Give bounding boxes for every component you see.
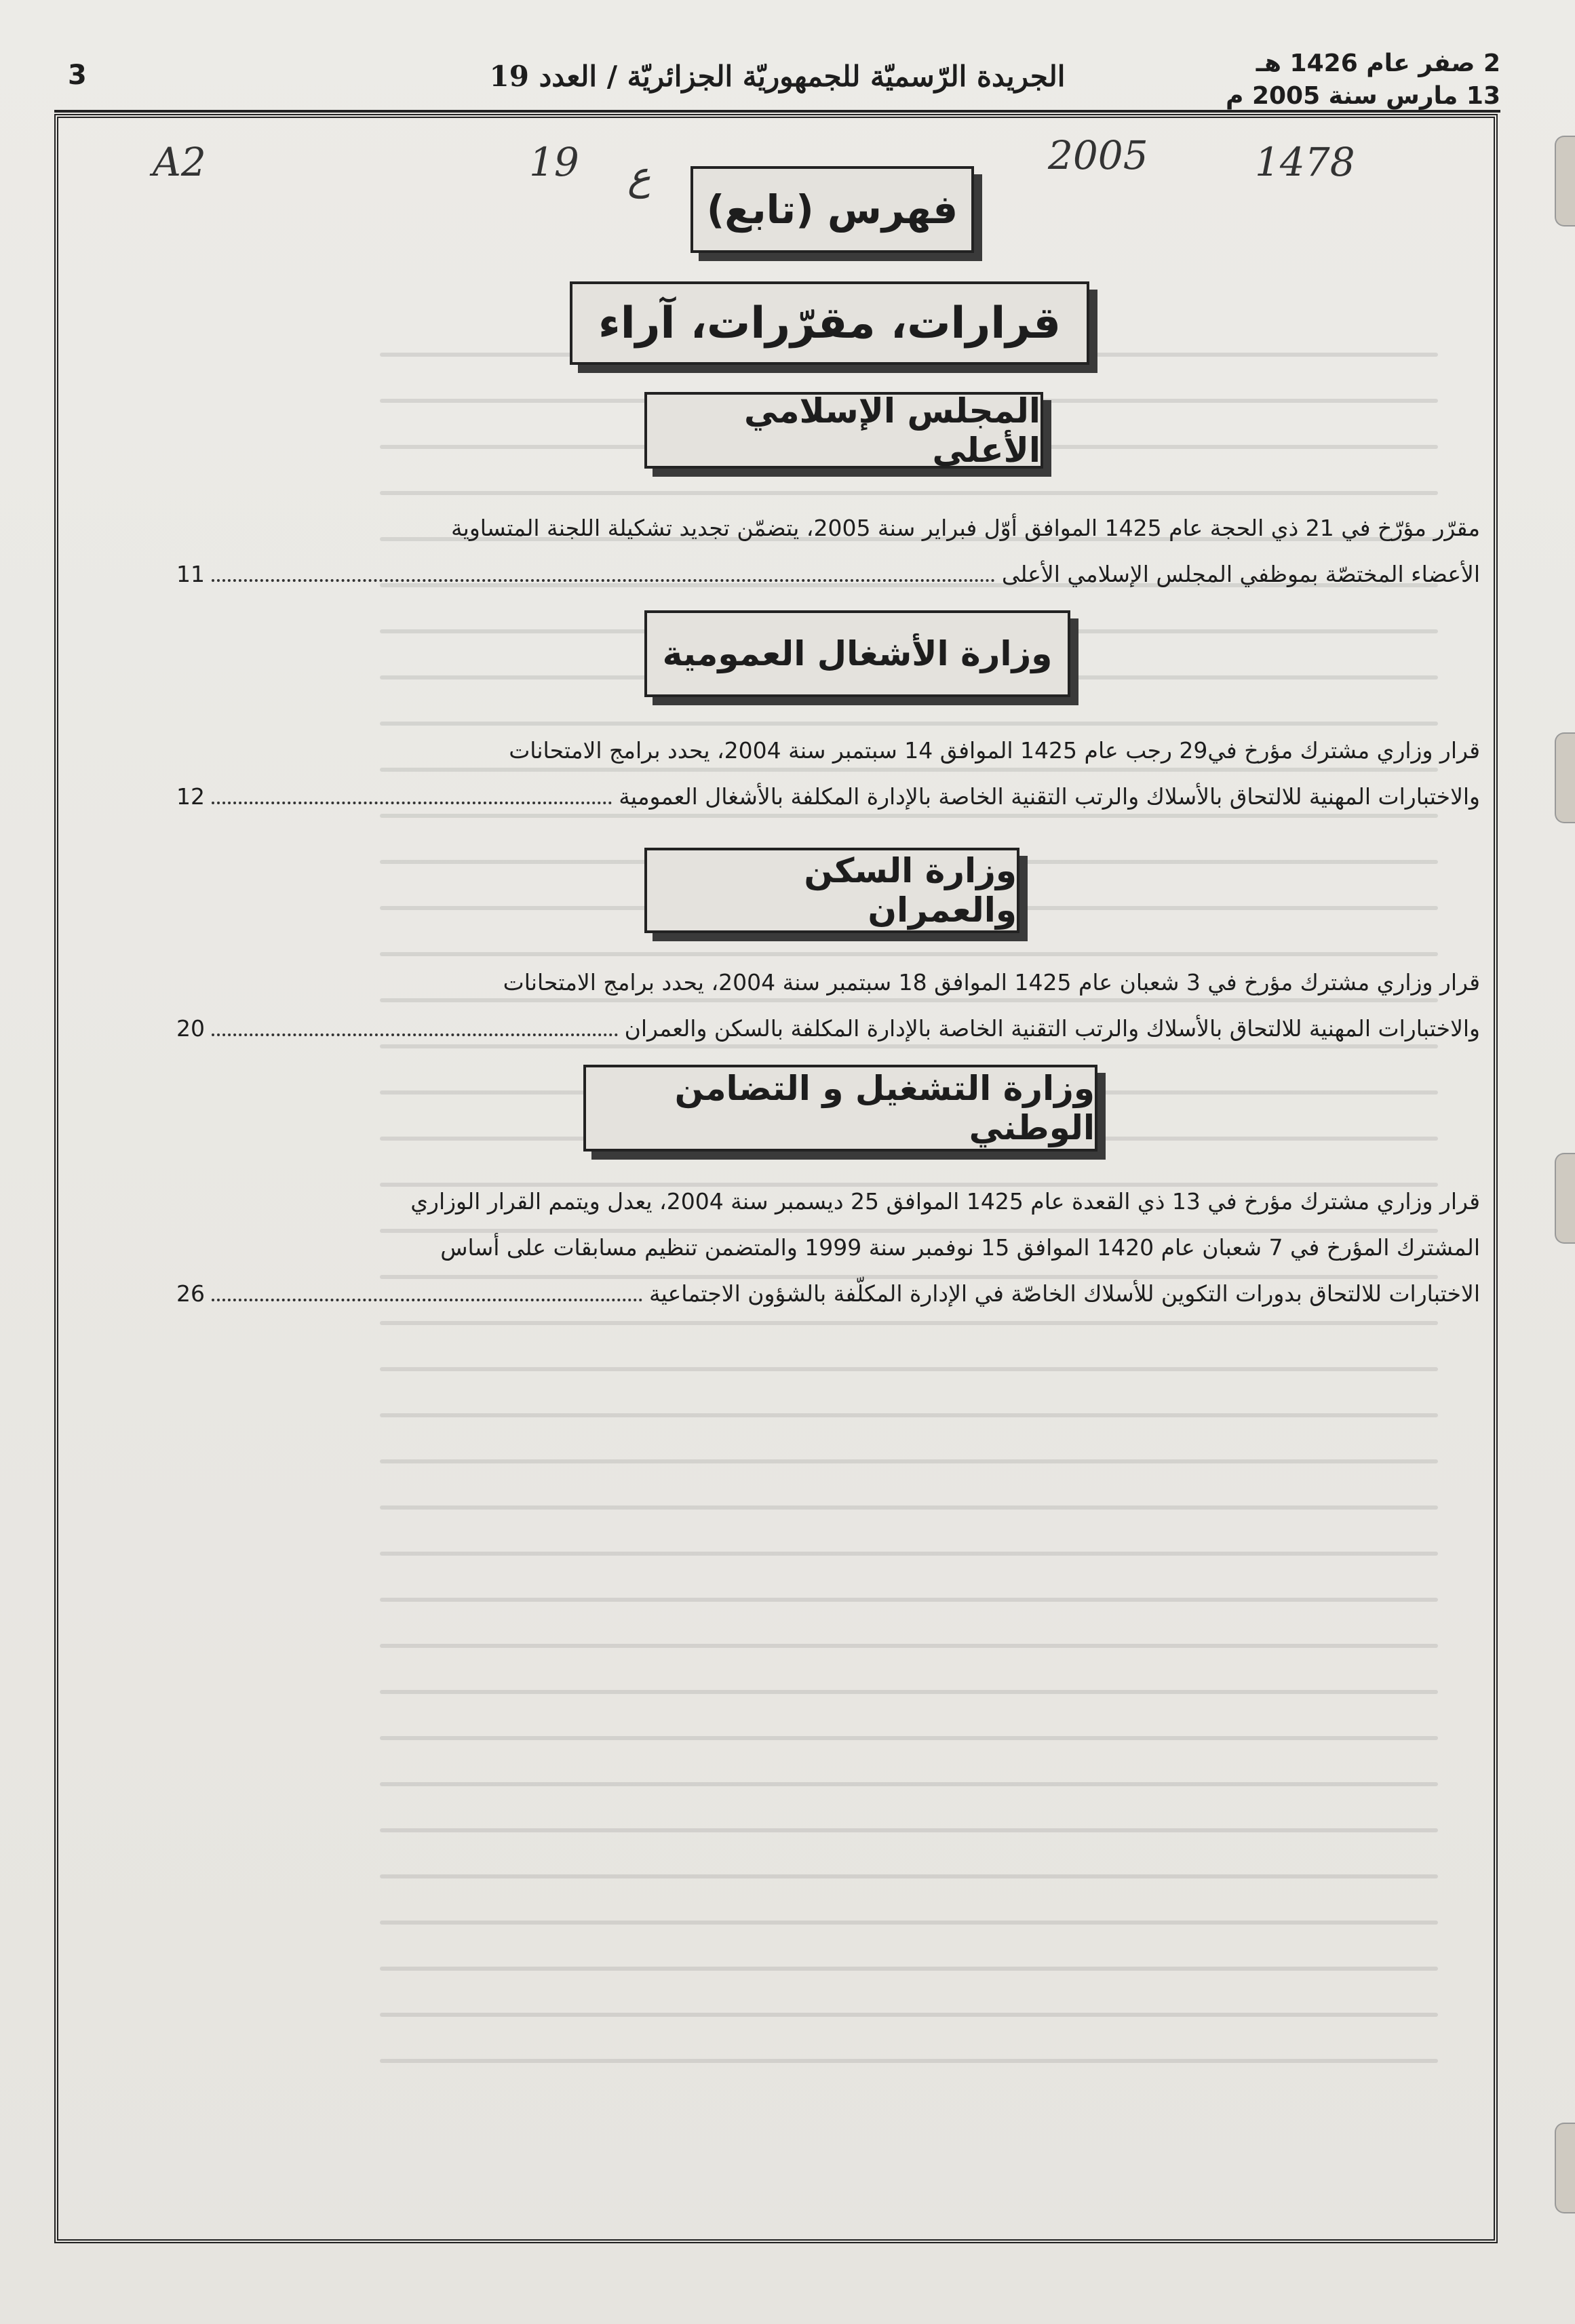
header-divider [54, 110, 1500, 113]
section-heading: وزارة التشغيل و التضامن الوطني [674, 1069, 1095, 1147]
category-title-box [570, 281, 1089, 365]
dotted-leader [212, 787, 612, 804]
entry-last-line [176, 551, 1480, 597]
entry-page-number: 12 [176, 783, 205, 810]
entry-page-number: 11 [176, 561, 205, 587]
handwritten-note-ain: ع [627, 153, 651, 199]
section-heading-box-4 [583, 1065, 1097, 1151]
index-entry-1 [176, 505, 1480, 597]
handwritten-note-number: 1478 [1255, 139, 1355, 185]
dotted-leader [212, 564, 995, 582]
entry-last-line [176, 1006, 1480, 1052]
entry-text-line: والاختبارات المهنية للالتحاق بالأسلاك والرتب التقنية الخاصة بالإدارة المكلفة بالأشغال العمومية [619, 783, 1480, 810]
entry-page-number: 26 [176, 1280, 205, 1307]
entry-text-line: قرار وزاري مشترك مؤرخ في 13 ذي القعدة عام 1425 الموافق 25 ديسمبر سنة 2004، يعدل ويتمم القرار الوزاري [410, 1188, 1480, 1215]
index-entry-2 [176, 728, 1480, 820]
handwritten-note-19: 19 [529, 139, 579, 185]
dotted-leader [212, 1284, 642, 1301]
section-heading-box-3 [644, 848, 1019, 933]
date-gregorian: 13 مارس سنة 2005 م [1226, 82, 1500, 110]
journal-title: الجريدة الرّسميّة للجمهوريّة الجزائريّة / العدد 19 [489, 60, 1066, 93]
date-hijri: 2 صفر عام 1426 هـ [1256, 50, 1500, 77]
index-title: فهرس (تابع) [706, 186, 958, 233]
entry-text-line: والاختبارات المهنية للالتحاق بالأسلاك والرتب التقنية الخاصة بالإدارة المكلفة بالسكن والعمران [624, 1015, 1480, 1042]
binder-hole [1555, 2123, 1575, 2213]
section-heading: وزارة السكن والعمران [804, 851, 1017, 930]
dotted-leader [212, 1019, 618, 1036]
handwritten-note-year: 2005 [1048, 132, 1148, 178]
handwritten-note-a2: A2 [153, 139, 206, 185]
index-entry-3 [176, 960, 1480, 1052]
index-entry-4 [176, 1179, 1480, 1317]
binder-hole [1555, 136, 1575, 227]
entry-text-line: مقرّر مؤرّخ في 21 ذي الحجة عام 1425 الموافق أوّل فبراير سنة 2005، يتضمّن تجديد تشكيلة اللجنة المتساوية [450, 515, 1480, 541]
binder-hole [1555, 1153, 1575, 1244]
category-title: قرارات، مقرّرات، آراء [598, 298, 1061, 349]
page-header [54, 47, 1500, 109]
entry-last-line [176, 774, 1480, 820]
entry-text-line: المشترك المؤرخ في 7 شعبان عام 1420 الموافق 15 نوفمبر سنة 1999 والمتضمن تنظيم مسابقات على أساس [440, 1234, 1480, 1261]
entry-page-number: 20 [176, 1015, 205, 1042]
section-heading-box-1 [644, 392, 1043, 469]
section-heading: وزارة الأشغال العمومية [662, 634, 1053, 673]
binder-hole [1555, 732, 1575, 823]
entry-text-line: الأعضاء المختصّة بموظفي المجلس الإسلامي الأعلى [1001, 561, 1480, 587]
index-title-box [691, 166, 974, 253]
entry-last-line [176, 1271, 1480, 1317]
entry-text-line: الاختبارات للالتحاق بدورات التكوين للأسلاك الخاصّة في الإدارة المكلّفة بالشؤون الاجتماعية [648, 1280, 1480, 1307]
section-heading: المجلس الإسلامي الأعلى [743, 391, 1041, 470]
page-number: 3 [68, 60, 87, 91]
entry-text-line: قرار وزاري مشترك مؤرخ في 3 شعبان عام 1425 الموافق 18 سبتمبر سنة 2004، يحدد برامج الامتحانات [503, 969, 1480, 996]
entry-text-line: قرار وزاري مشترك مؤرخ في29 رجب عام 1425 الموافق 14 سبتمبر سنة 2004، يحدد برامج الامتحانات [509, 737, 1480, 764]
section-heading-box-2 [644, 610, 1070, 697]
